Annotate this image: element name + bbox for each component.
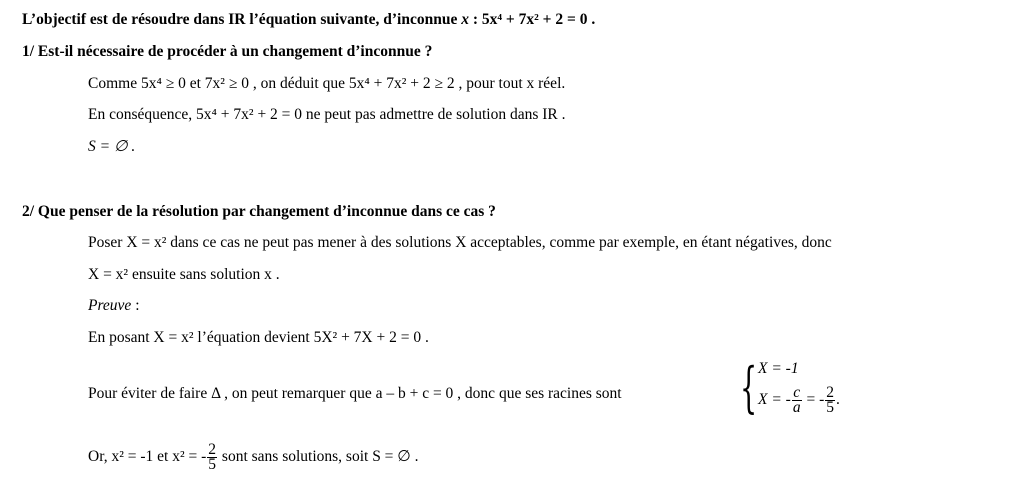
- main-equation: 5x⁴ + 7x² + 2 = 0 .: [481, 11, 596, 28]
- root-2: [758, 386, 840, 415]
- system-brace: {: [740, 356, 758, 419]
- question-1-heading: 1/ Est-il nécessaire de procéder à un changement d’inconnue ?: [22, 43, 433, 60]
- root-2-eq: = -: [802, 391, 825, 409]
- question-2-line-6: [88, 440, 419, 474]
- proof-label: Preuve: [88, 297, 132, 314]
- root-1: X = -1: [758, 360, 799, 377]
- question-1-line-1: Comme 5x⁴ ≥ 0 et 7x² ≥ 0 , on déduit que 5x⁴ + 7x² + 2 ≥ 2 , pour tout x réel.: [88, 75, 566, 92]
- question-2-line-2: X = x² ensuite sans solution x .: [88, 266, 280, 283]
- fraction-2-over-5: [825, 386, 835, 415]
- line-6-part-a: Or, x² = -1 et x² = -: [88, 448, 207, 465]
- question-2-line-1: Poser X = x² dans ce cas ne peut pas mener à des solutions X acceptables, comme par exemple, en étant négatives, donc: [88, 234, 832, 251]
- fraction-two-fifths: [207, 440, 217, 473]
- intro-colon: :: [468, 11, 482, 28]
- question-2-line-4: En posant X = x² l’équation devient 5X² + 7X + 2 = 0 .: [88, 329, 429, 346]
- intro-text-mid: l’équation suivante, d’inconnue: [245, 11, 462, 28]
- intro-text: L’objectif est de résoudre dans: [22, 11, 229, 28]
- fraction-c-over-a-num: c: [793, 384, 801, 401]
- roots-system: [740, 358, 860, 422]
- fraction-2-over-5-num: 2: [826, 384, 834, 401]
- fraction-c-over-a: [792, 386, 802, 415]
- question-2-heading: 2/ Que penser de la résolution par changement d’inconnue dans ce cas ?: [22, 203, 496, 220]
- proof-colon: :: [131, 297, 140, 314]
- line-6-part-b: sont sans solutions, soit S = ∅ .: [218, 448, 419, 465]
- fraction-2-over-5-den: 5: [826, 399, 834, 416]
- question-1-solution-set: S = ∅ .: [88, 138, 136, 155]
- question-2-line-5: Pour éviter de faire Δ , on peut remarquer que a – b + c = 0 , donc que ses racines sont: [88, 385, 622, 402]
- proof-label-line: [88, 296, 140, 316]
- fraction-two-fifths-num: 2: [208, 440, 217, 458]
- root-2-end: .: [836, 391, 840, 409]
- real-set-symbol: IR: [228, 11, 246, 28]
- question-1-line-2: En conséquence, 5x⁴ + 7x² + 2 = 0 ne peut pas admettre de solution dans IR .: [88, 106, 566, 123]
- fraction-two-fifths-den: 5: [208, 455, 217, 473]
- intro-statement: [22, 10, 595, 30]
- unknown-variable: x: [461, 11, 469, 28]
- root-2-lhs: X = -: [758, 391, 791, 409]
- fraction-c-over-a-den: a: [792, 399, 801, 416]
